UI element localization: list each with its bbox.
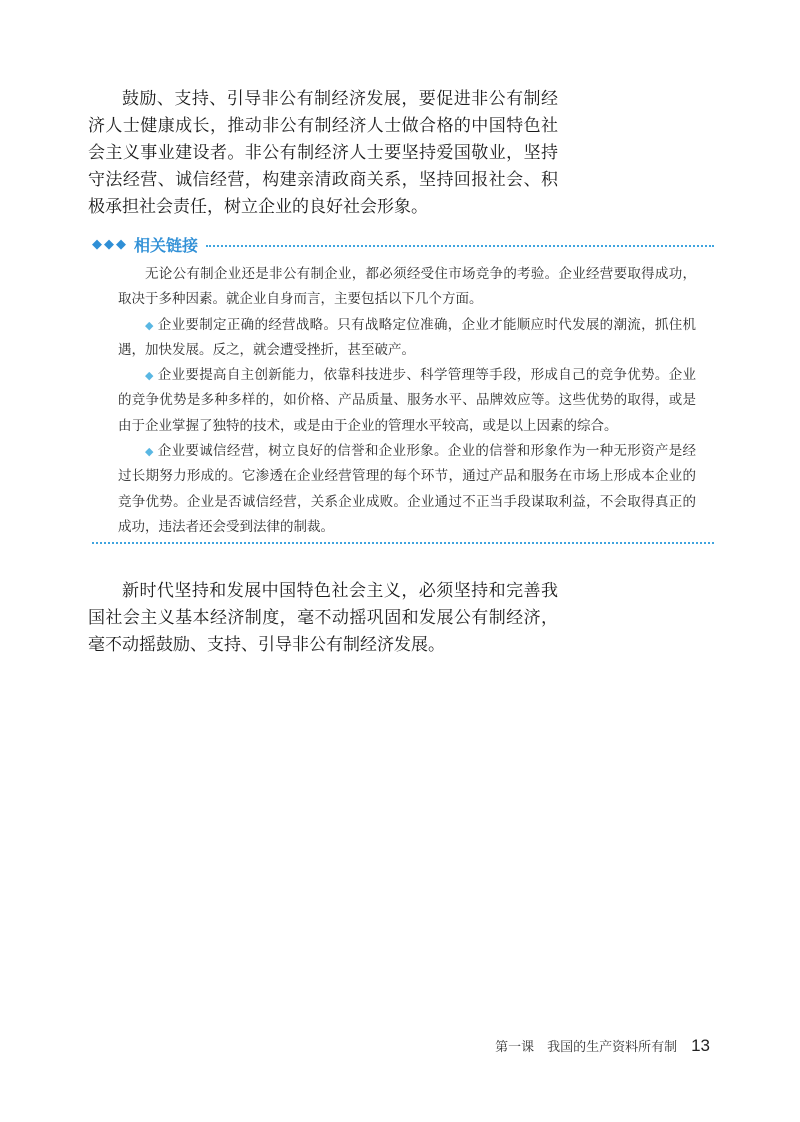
chapter-title: 第一课 我国的生产资料所有制	[495, 1040, 678, 1055]
diamond-marker-icon: ◆◆◆	[92, 236, 128, 252]
page-number: 13	[691, 1036, 710, 1055]
dotted-divider-bottom	[92, 542, 714, 544]
page-footer	[470, 1036, 710, 1056]
diamond-bullet-icon: ◆	[145, 369, 154, 383]
related-link-title: 相关链接	[134, 235, 199, 255]
dotted-divider-top	[206, 245, 714, 247]
related-link-intro: 无论公有制企业还是非公有制企业，都必须经受住市场竞争的考验。企业经营要取得成功，取决于多种因素。就企业自身而言，主要包括以下几个方面。	[118, 266, 696, 308]
related-link-header	[92, 233, 714, 255]
diamond-bullet-icon: ◆	[145, 445, 154, 459]
related-link-item	[118, 313, 696, 364]
body-paragraph-1: 鼓励、支持、引导非公有制经济发展，要促进非公有制经济人士健康成长，推动非公有制经济人士做合格的中国特色社会主义事业建设者。非公有制经济人士要坚持爱国敬业，坚持守法经营、诚信经营，构建亲清政商关系，坚持回报社会、积极承担社会责任，树立企业的良好社会形象。	[88, 89, 558, 217]
related-link-item-text: 企业要制定正确的经营战略。只有战略定位准确，企业才能顺应时代发展的潮流，抓住机遇，加快发展。反之，就会遭受挫折，甚至破产。	[118, 316, 697, 358]
related-link-item	[118, 439, 696, 540]
related-link-item	[118, 363, 696, 439]
body-paragraph-2: 新时代坚持和发展中国特色社会主义，必须坚持和完善我国社会主义基本经济制度，毫不动摇巩固和发展公有制经济，毫不动摇鼓励、支持、引导非公有制经济发展。	[88, 581, 558, 655]
related-link-item-text: 企业要提高自主创新能力，依靠科技进步、科学管理等手段，形成自己的竞争优势。企业的竞争优势是多种多样的，如价格、产品质量、服务水平、品牌效应等。这些优势的取得，或是由于企业掌握了独特的技术，或是由于企业的管理水平较高，或是以上因素的综合。	[118, 367, 697, 434]
related-link-item-text: 企业要诚信经营，树立良好的信誉和企业形象。企业的信誉和形象作为一种无形资产是经过长期努力形成的。它渗透在企业经营管理的每个环节，通过产品和服务在市场上形成本企业的竞争优势。企业是否诚信经营，关系企业成败。企业通过不正当手段谋取利益，不会取得真正的成功，违法者还会受到法律的制裁。	[118, 443, 697, 535]
related-link-box	[118, 262, 696, 540]
diamond-bullet-icon: ◆	[145, 318, 154, 332]
